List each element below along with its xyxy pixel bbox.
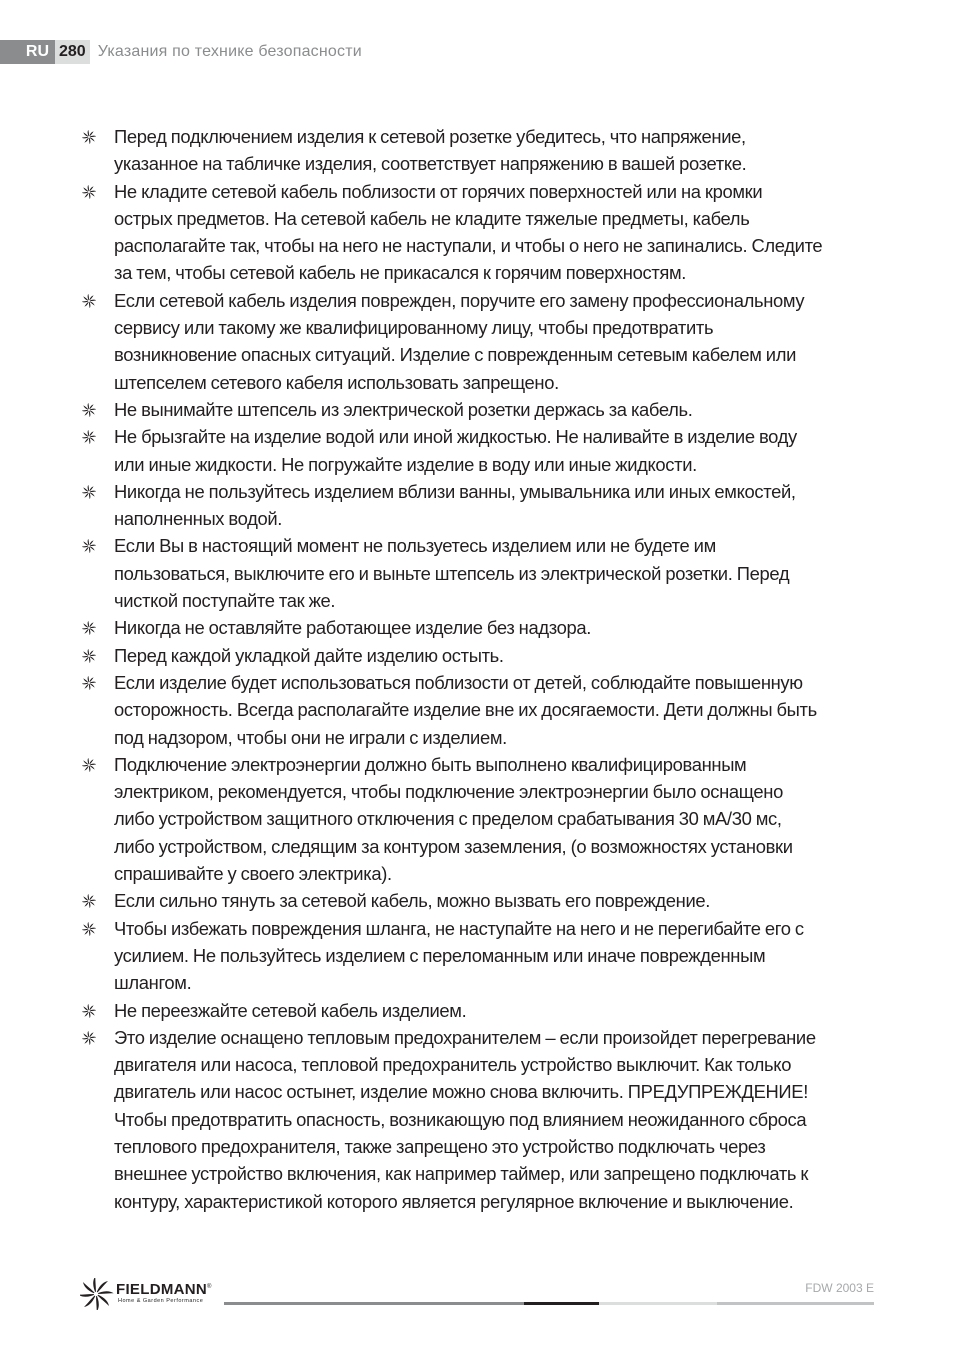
list-item bbox=[80, 178, 880, 287]
gear-flower-icon bbox=[82, 894, 96, 908]
gear-flower-icon bbox=[82, 676, 96, 690]
page-number: 280 bbox=[55, 40, 90, 64]
list-item-text-line: возникновение опасных ситуаций. Изделие с поврежденным сетевым кабелем или bbox=[114, 344, 797, 366]
list-item bbox=[80, 915, 880, 997]
gear-flower-icon bbox=[82, 539, 96, 553]
list-item-text-line: либо устройством, следящим за контуром заземления, (о возможностях установки bbox=[114, 835, 793, 857]
list-item-text-line: Не переезжайте сетевой кабель изделием. bbox=[114, 999, 467, 1021]
gear-flower-icon bbox=[82, 922, 96, 936]
gear-flower-icon bbox=[82, 403, 96, 417]
footer-rule bbox=[224, 1302, 524, 1305]
list-item-text-line: указанное на табличке изделия, соответствует напряжению в вашей розетке. bbox=[114, 153, 747, 175]
page-header bbox=[0, 40, 362, 64]
gear-flower-icon bbox=[82, 485, 96, 499]
footer-rule bbox=[524, 1302, 599, 1305]
list-item-text-line: сервису или такому же квалифицированному лицу, чтобы предотвратить bbox=[114, 317, 714, 339]
list-item-text-line: осторожность. Всегда располагайте изделие вне их досягаемости. Дети должны быть bbox=[114, 699, 817, 721]
list-item-text-line: Чтобы предотвратить опасность, возникающую под влиянием неожиданного сброса bbox=[114, 1108, 807, 1130]
list-item-text-line: располагайте так, чтобы на него не наступали, и чтобы о него не запинались. Следите bbox=[114, 235, 823, 257]
list-item bbox=[80, 887, 880, 914]
gear-flower-icon bbox=[82, 430, 96, 444]
list-item-text-line: Не брызгайте на изделие водой или иной жидкостью. Не наливайте в изделие воду bbox=[114, 426, 797, 448]
gear-flower-icon bbox=[82, 130, 96, 144]
list-item-text-line: электриком, рекомендуется, чтобы подключение электроэнергии было оснащено bbox=[114, 781, 783, 803]
model-number: FDW 2003 E bbox=[805, 1281, 874, 1295]
brand-name: FIELDMANN® bbox=[116, 1281, 212, 1298]
list-item bbox=[80, 123, 880, 178]
gear-flower-icon bbox=[82, 621, 96, 635]
list-item-text-line: под надзором, чтобы они не играли с изделием. bbox=[114, 726, 507, 748]
list-item bbox=[80, 287, 880, 396]
section-title: Указания по технике безопасности bbox=[97, 43, 362, 60]
list-item-text-line: Никогда не оставляйте работающее изделие без надзора. bbox=[114, 617, 592, 639]
safety-instructions bbox=[80, 123, 880, 1215]
list-item-text-line: Это изделие оснащено тепловым предохранителем – если произойдет перегревание bbox=[114, 1026, 816, 1048]
list-item-text-line: внешнее устройство включения, как например таймер, или запрещено подключать к bbox=[114, 1163, 809, 1185]
list-item-text-line: за тем, чтобы сетевой кабель не прикасался к горячим поверхностям. bbox=[114, 262, 687, 284]
list-item-text-line: Если сильно тянуть за сетевой кабель, можно вызвать его повреждение. bbox=[114, 890, 711, 912]
list-item-text-line: двигатель или насос остынет, изделие можно снова включить. ПРЕДУПРЕЖДЕНИЕ! bbox=[114, 1081, 808, 1103]
list-item-text-line: наполненных водой. bbox=[114, 508, 283, 530]
list-item bbox=[80, 1024, 880, 1215]
list-item-text-line: Перед каждой укладкой дайте изделию остыть. bbox=[114, 644, 504, 666]
list-item bbox=[80, 478, 880, 533]
gear-flower-icon bbox=[82, 294, 96, 308]
list-item-text-line: чисткой поступайте так же. bbox=[114, 590, 336, 612]
list-item bbox=[80, 642, 880, 669]
page-footer bbox=[80, 1278, 874, 1310]
list-item bbox=[80, 997, 880, 1024]
list-item-text-line: пользоваться, выключите его и выньте штепсель из электрической розетки. Перед bbox=[114, 562, 790, 584]
list-item-text-line: Никогда не пользуйтесь изделием вблизи ванны, умывальника или иных емкостей, bbox=[114, 480, 796, 502]
list-item-text-line: двигателя или насоса, тепловой предохранитель устройство выключит. Как только bbox=[114, 1054, 792, 1076]
gear-flower-icon bbox=[82, 185, 96, 199]
bullet-list bbox=[80, 123, 880, 1215]
language-badge: RU bbox=[0, 40, 55, 64]
list-item-text-line: теплового предохранителя, также запрещено это устройство подключать через bbox=[114, 1135, 766, 1157]
list-item-text-line: Перед подключением изделия к сетевой розетке убедитесь, что напряжение, bbox=[114, 126, 746, 147]
brand-logo bbox=[80, 1278, 225, 1310]
list-item bbox=[80, 669, 880, 751]
list-item bbox=[80, 396, 880, 423]
gear-flower-icon bbox=[82, 1031, 96, 1045]
fieldmann-swirl-logo-icon bbox=[80, 1278, 114, 1310]
list-item-text-line: Если Вы в настоящий момент не пользуетесь изделием или не будете им bbox=[114, 535, 716, 557]
list-item-text-line: Если сетевой кабель изделия поврежден, поручите его замену профессиональному bbox=[114, 289, 805, 311]
list-item-text-line: спрашивайте у своего электрика). bbox=[114, 863, 392, 885]
list-item-text-line: Не вынимайте штепсель из электрической розетки держась за кабель. bbox=[114, 398, 693, 420]
gear-flower-icon bbox=[82, 758, 96, 772]
list-item-text-line: либо устройством защитного отключения с пределом срабатывания 30 мА/30 мс, bbox=[114, 808, 782, 830]
list-item-text-line: острых предметов. На сетевой кабель не кладите тяжелые предметы, кабель bbox=[114, 207, 750, 229]
gear-flower-icon bbox=[82, 1004, 96, 1018]
list-item bbox=[80, 751, 880, 887]
list-item bbox=[80, 614, 880, 641]
gear-flower-icon bbox=[82, 649, 96, 663]
list-item-text-line: усилием. Не пользуйтесь изделием с переломанным или иначе поврежденным bbox=[114, 944, 766, 966]
list-item-text-line: шлангом. bbox=[114, 972, 192, 994]
footer-rule bbox=[599, 1302, 717, 1305]
list-item-text-line: контуру, характеристикой которого является регулярное включение и выключение. bbox=[114, 1190, 794, 1212]
brand-tagline: Home & Garden Performance bbox=[118, 1298, 204, 1304]
list-item-text-line: Не кладите сетевой кабель поблизости от горячих поверхностей или на кромки bbox=[114, 180, 763, 202]
list-item bbox=[80, 423, 880, 478]
list-item bbox=[80, 532, 880, 614]
list-item-text-line: Чтобы избежать повреждения шланга, не наступайте на него и не перегибайте его с bbox=[114, 917, 804, 939]
list-item-text-line: штепселем сетевого кабеля использовать запрещено. bbox=[114, 371, 559, 393]
list-item-text-line: Подключение электроэнергии должно быть выполнено квалифицированным bbox=[114, 753, 747, 775]
list-item-text-line: или иные жидкости. Не погружайте изделие в воду или иные жидкости. bbox=[114, 453, 697, 475]
list-item-text-line: Если изделие будет использоваться поблизости от детей, соблюдайте повышенную bbox=[114, 671, 803, 693]
footer-rule bbox=[717, 1302, 874, 1305]
